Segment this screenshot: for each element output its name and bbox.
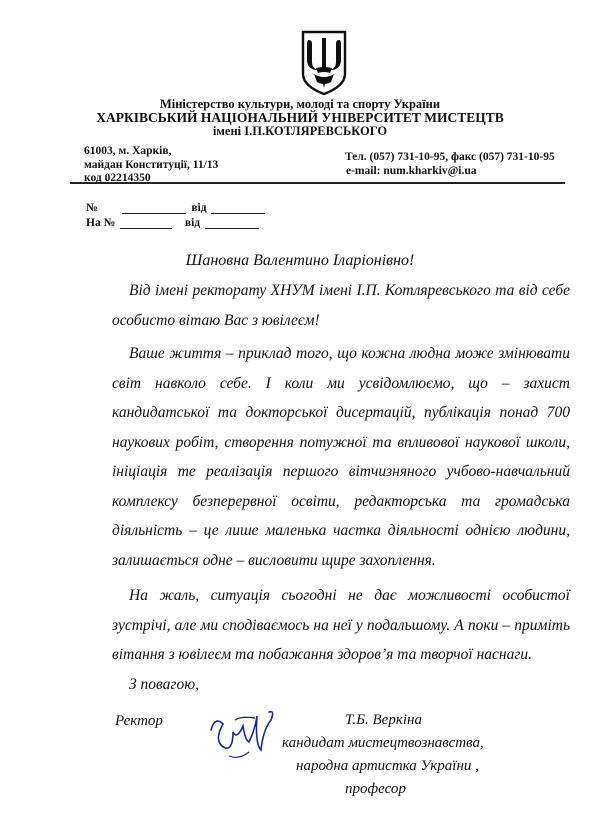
phone-fax: Тел. (057) 731-10-95, факс (057) 731-10-95	[345, 151, 555, 163]
paragraph: Ваше життя – приклад того, що кожна людна може змінювати світ навколо себе. І коли ми усвідомлюємо, що – захист кандидатської та докторської дисертацій, публікація понад 700 наукових робіт, створення потужної та впливової наукової школи, ініціація те реалізація першого вітчизняного учбово-навчальний комплексу безперервної освіти, редакторська та громадська діяльність – це лише маленька частка діяльності однією людини, залишається одне – висловити щире захоплення.	[112, 345, 570, 569]
signer-position: Ректор	[115, 713, 163, 729]
paragraph: На жаль, ситуація сьогодні не дає можливості особистої зустрічі, але ми сподіваємось на неї у подальшому. А поки – приміть вітання з ювілеєм та побажання здоров’я та творчої наснаги.	[112, 587, 570, 663]
outgoing-reference	[86, 201, 265, 214]
signer-degree: кандидат мистецтвознавства,	[282, 735, 484, 751]
incoming-reference	[86, 216, 259, 229]
signer-rank: професор	[345, 781, 406, 797]
address-line: 61003, м. Харків,	[84, 145, 172, 157]
signer-title: народна артистка України ,	[296, 758, 479, 774]
address-line: майдан Конституції, 11/13	[84, 158, 219, 171]
outgoing-number-blank	[122, 201, 186, 214]
letterhead-divider	[70, 182, 565, 184]
incoming-number-label: На №	[86, 217, 116, 229]
handwritten-signature	[205, 690, 285, 765]
signer-name: Т.Б. Веркіна	[345, 712, 422, 728]
address-line: код 02214350	[84, 172, 151, 184]
trident-emblem-icon	[301, 30, 347, 96]
greeting: Шановна Валентино Іларіонівно!	[185, 252, 415, 269]
university-name: ХАРКІВСЬКИЙ НАЦІОНАЛЬНИЙ УНІВЕРСИТЕТ МИСТЕЦТВ	[96, 110, 504, 125]
contact-info	[345, 150, 555, 178]
outgoing-date-label: від	[191, 202, 207, 214]
university-named-after: імені І.П.КОТЛЯРЕВСЬКОГО	[212, 124, 388, 138]
signer-block	[282, 709, 484, 801]
outgoing-number-label: №	[86, 202, 98, 214]
outgoing-date-blank	[211, 201, 265, 214]
paragraph: Від імені ректорату ХНУМ імені І.П. Котляревського та від себе особисто вітаю Вас з ювілеєм!	[112, 282, 570, 329]
email-address: e-mail: num.kharkiv@i.ua	[346, 165, 477, 177]
ministry-name: Міністерство культури, молоді та спорту України	[159, 97, 441, 111]
postal-address	[84, 145, 218, 186]
closing: З повагою,	[129, 676, 200, 693]
incoming-date-blank	[205, 216, 259, 229]
incoming-date-label: від	[184, 217, 201, 229]
incoming-number-blank	[120, 216, 172, 229]
